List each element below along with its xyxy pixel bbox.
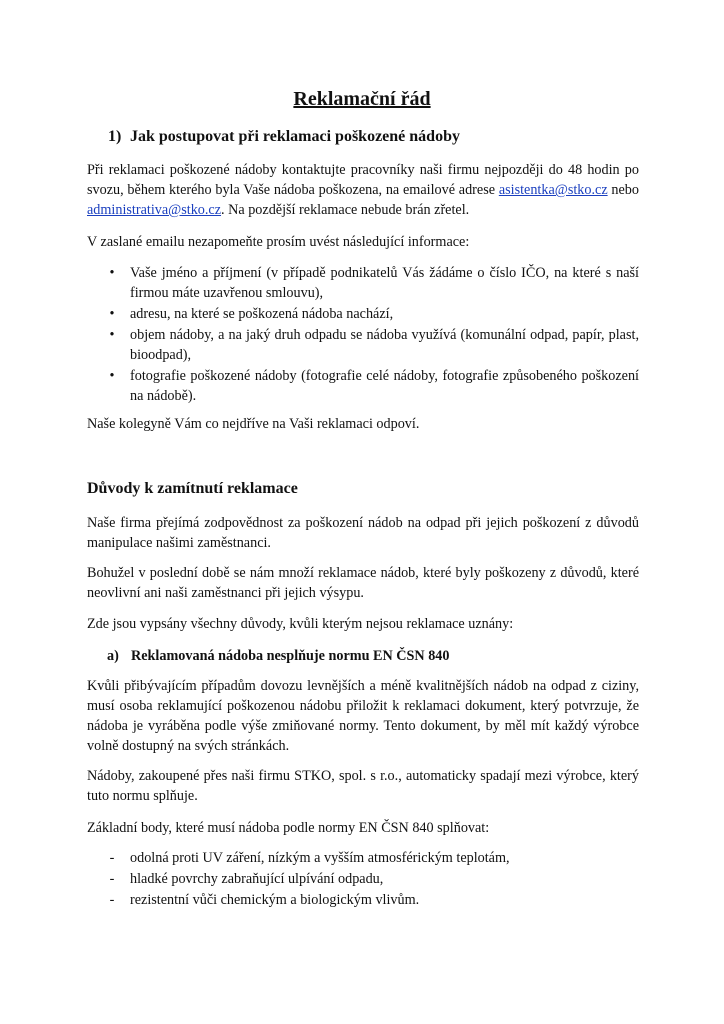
- info-bullet-list: [105, 263, 639, 407]
- document-title: Reklamační řád: [293, 88, 431, 110]
- requirements-dash-list: [105, 848, 639, 911]
- list-item: [105, 263, 639, 303]
- list-item-text: objem nádoby, a na jaký druh odpadu se nádoba využívá (komunální odpad, papír, plast, bioodpad),: [130, 327, 639, 363]
- list-item: [105, 890, 639, 910]
- list-item: [105, 304, 639, 324]
- list-item: [105, 848, 639, 868]
- list-item: [105, 366, 639, 406]
- contact-text-after: . Na pozdější reklamace nebude brán zřetel.: [221, 202, 470, 218]
- section-1-paragraph-contact: [87, 160, 639, 220]
- contact-text-before: Při reklamaci poškozené nádoby kontaktujte pracovníky naši firmu nejpozději do 48 hodin po svozu, během kterého byla Vaše nádoba poškozena, na emailové adrese: [87, 162, 639, 198]
- section-1-number: 1): [108, 128, 122, 145]
- section-1-heading-text: Jak postupovat při reklamaci poškozené nádoby: [130, 128, 460, 145]
- section-2-paragraph-responsibility: Naše firma přejímá zodpovědnost za poškození nádob na odpad při jejich poškození z důvodů manipulace našimi zaměstnanci.: [87, 515, 639, 551]
- email-link-administrativa[interactable]: administrativa@stko.cz: [87, 202, 222, 218]
- dash-icon: -: [109, 850, 115, 866]
- list-item-text: hladké povrchy zabraňující ulpívání odpadu,: [130, 871, 384, 887]
- dash-icon: -: [109, 871, 115, 887]
- contact-text-mid: nebo: [607, 182, 639, 198]
- section-2-paragraph-reasons: Zde jsou vypsány všechny důvody, kvůli kterým nejsou reklamace uznány:: [87, 616, 514, 632]
- list-item-text: rezistentní vůči chemickým a biologickým vlivům.: [130, 892, 420, 908]
- subsection-a-paragraph-requirements: Základní body, které musí nádoba podle normy EN ČSN 840 splňovat:: [87, 820, 490, 836]
- bullet-icon: •: [109, 265, 115, 281]
- subsection-a-paragraph-stko: Nádoby, zakoupené přes naši firmu STKO, spol. s r.o., automaticky spadají mezi výrobce, který tuto normu splňuje.: [87, 768, 639, 804]
- subsection-a-heading: [107, 646, 450, 666]
- bullet-icon: •: [109, 368, 115, 384]
- subsection-a-paragraph-import: Kvůli přibývajícím případům dovozu levnějších a méně kvalitnějších nádob na odpad z ciziny, musí osoba reklamující poškozenou nádobu přiložit k reklamaci dokument, který potvrzuje, že nádoba je vyráběna podle výše zmiňované normy. Tento dokument, by měl mít každý výrobce volně dostupný na svých stránkách.: [87, 678, 639, 754]
- list-item-text: adresu, na které se poškozená nádoba nachází,: [130, 306, 394, 322]
- list-item-text: fotografie poškozené nádoby (fotografie celé nádoby, fotografie způsobeného poškození na nádobě).: [130, 368, 639, 404]
- section-2-heading: Důvody k zamítnutí reklamace: [87, 480, 298, 497]
- bullet-icon: •: [109, 306, 115, 322]
- list-item: [105, 325, 639, 365]
- bullet-icon: •: [109, 327, 115, 343]
- section-1-heading: [108, 126, 460, 148]
- section-1-paragraph-info: V zaslané emailu nezapomeňte prosím uvést následující informace:: [87, 234, 470, 250]
- list-item-text: Vaše jméno a příjmení (v případě podnikatelů Vás žádáme o číslo IČO, na které s naší firmou máte uzavřenou smlouvu),: [130, 265, 639, 301]
- section-2-paragraph-increase: Bohužel v poslední době se nám množí reklamace nádob, které byly poškozeny z důvodů, které neovlivní ani naši zaměstnanci při jejich výsypu.: [87, 565, 639, 601]
- list-item-text: odolná proti UV záření, nízkým a vyšším atmosférickým teplotám,: [130, 850, 510, 866]
- dash-icon: -: [109, 892, 115, 908]
- email-link-asistentka[interactable]: asistentka@stko.cz: [498, 182, 608, 198]
- subsection-a-letter: a): [107, 648, 119, 664]
- subsection-a-heading-text: Reklamovaná nádoba nesplňuje normu EN ČSN 840: [131, 648, 450, 664]
- list-item: [105, 869, 639, 889]
- section-1-paragraph-reply: Naše kolegyně Vám co nejdříve na Vaši reklamaci odpoví.: [87, 416, 420, 432]
